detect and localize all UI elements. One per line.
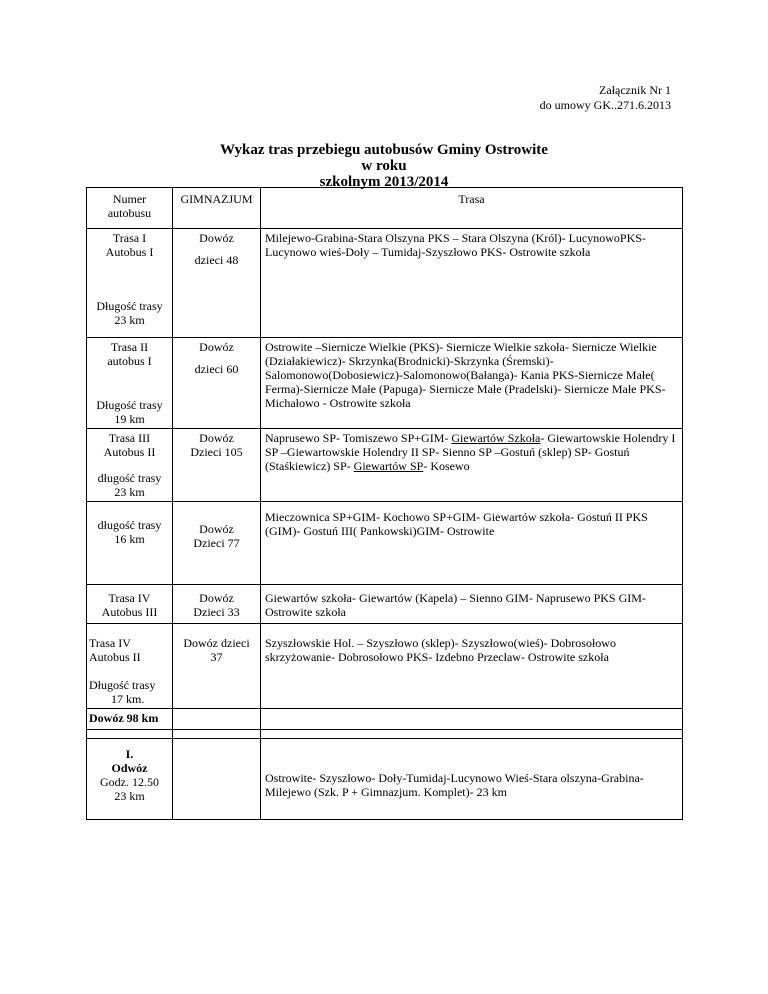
annex-number: Załącznik Nr 1 xyxy=(599,83,671,97)
bus-cell: długość trasy 16 km xyxy=(87,502,173,585)
annex-reference xyxy=(540,83,671,113)
route-cell: Ostrowite- Szyszłowo- Doły-Tumidaj-Lucynowo Wieś-Stara olszyna-Grabina-Milejewo (Szk. P + Gimnazjum. Komplet)- 23 km xyxy=(261,739,683,820)
transport-cell: Dowóz Dzieci 105 xyxy=(173,429,261,502)
title-line-2: w roku xyxy=(361,158,407,174)
transport-cell: Dowóz dzieci 37 xyxy=(173,624,261,709)
route-cell: Szyszłowskie Hol. – Szyszłowo (sklep)- Szyszłowo(wieś)- Dobrosołowo skrzyżowanie- Dobrosołowo PKS- Izdebno Przecław- Ostrowite szkoła xyxy=(261,624,683,709)
table-row xyxy=(87,585,683,624)
bus-cell: Trasa II autobus I Długość trasy 19 km xyxy=(87,338,173,429)
table-row xyxy=(87,502,683,585)
transport-cell: Dowóz dzieci 60 xyxy=(173,338,261,429)
route-cell: Naprusewo SP- Tomiszewo SP+GIM- Giewartów Szkoła- Giewartowskie Holendry I SP –Giewartowskie Holendry II SP- Sienno SP –Gostuń (sklep) SP- Gostuń (Staśkiewicz) SP- Giewartów SP- Kosewo xyxy=(261,429,683,502)
total-distance-cell: Dowóz 98 km xyxy=(87,709,173,730)
table-header-row xyxy=(87,188,683,229)
route-cell: Mieczownica SP+GIM- Kochowo SP+GIM- Giewartów szkoła- Gostuń II PKS (GIM)- Gostuń III( Pankowski)GIM- Ostrowite xyxy=(261,502,683,585)
transport-cell: Dowóz dzieci 48 xyxy=(173,229,261,338)
header-bus-number: Numer autobusu xyxy=(87,188,173,229)
table-row xyxy=(87,739,683,820)
bus-cell: Trasa I Autobus I Długość trasy 23 km xyxy=(87,229,173,338)
empty-cell xyxy=(173,739,261,820)
underlined-stop: Giewartów SP xyxy=(353,459,424,473)
table-row xyxy=(87,730,683,739)
header-route: Trasa xyxy=(261,188,683,229)
table-row xyxy=(87,624,683,709)
title-line-3: szkolnym 2013/2014 xyxy=(319,174,449,190)
empty-cell xyxy=(173,709,261,730)
table-row xyxy=(87,709,683,730)
empty-cell xyxy=(261,709,683,730)
table-row xyxy=(87,429,683,502)
contract-number: do umowy GK..271.6.2013 xyxy=(539,98,671,112)
route-cell: Giewartów szkoła- Giewartów (Kapela) – Sienno GIM- Naprusewo PKS GIM- Ostrowite szkoła xyxy=(261,585,683,624)
table-row xyxy=(87,229,683,338)
transport-cell: Dowóz Dzieci 77 xyxy=(173,502,261,585)
bus-cell: Trasa IV Autobus II Długość trasy 17 km. xyxy=(87,624,173,709)
table-row xyxy=(87,338,683,429)
return-cell: I. Odwóz Godz. 12.50 23 km xyxy=(87,739,173,820)
title-line-1: Wykaz tras przebiegu autobusów Gminy Ostrowite xyxy=(220,142,548,158)
underlined-stop: Giewartów Szkoła xyxy=(451,431,541,445)
routes-table xyxy=(86,187,683,820)
bus-cell: Trasa III Autobus II długość trasy 23 km xyxy=(87,429,173,502)
route-cell: Ostrowite –Siernicze Wielkie (PKS)- Siernicze Wielkie szkoła- Siernicze Wielkie (Działakiewicz)- Skrzynka(Brodnicki)-Skrzynka (Śremski)- Salomonowo(Dobosiewicz)-Salomonowo(Bałanga)- Kania PKS-Siernicze Małe( Ferma)-Siernicze Małe (Papuga)- Siernicze Małe (Pradelski)- Siernicze Małe PKS- Michałowo - Ostrowite szkoła xyxy=(261,338,683,429)
header-gymnasium: GIMNAZJUM xyxy=(173,188,261,229)
transport-cell: Dowóz Dzieci 33 xyxy=(173,585,261,624)
route-cell: Milejewo-Grabina-Stara Olszyna PKS – Stara Olszyna (Król)- LucynowoPKS- Lucynowo wieś-Doły – Tumidaj-Szyszłowo PKS- Ostrowite szkoła xyxy=(261,229,683,338)
bus-cell: Trasa IV Autobus III xyxy=(87,585,173,624)
document-title xyxy=(0,142,768,190)
